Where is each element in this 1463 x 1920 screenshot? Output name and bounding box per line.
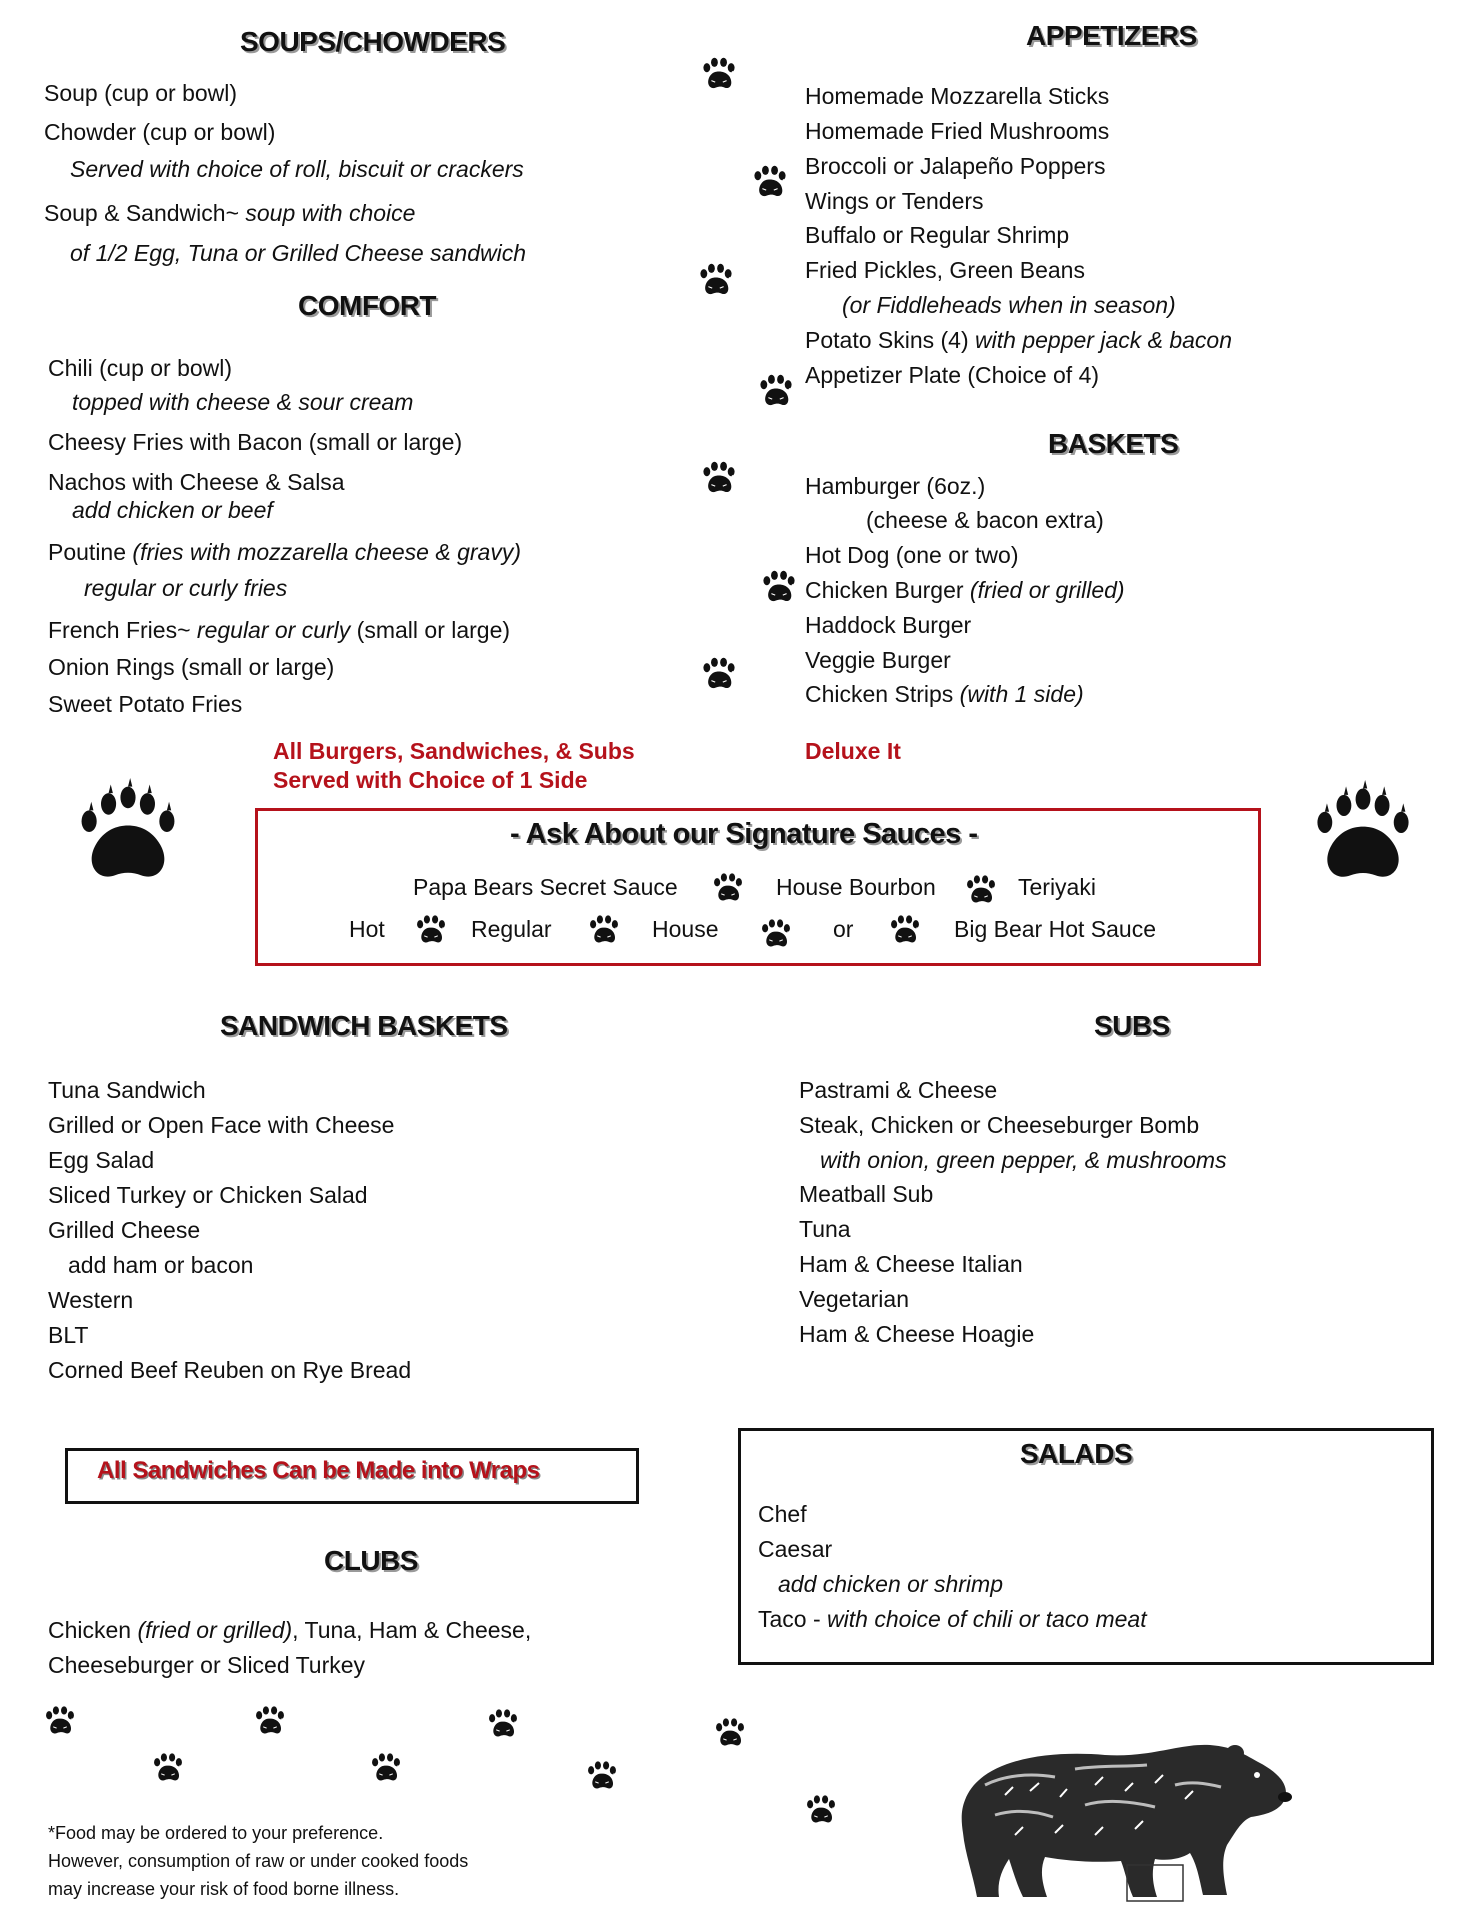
clubs-chicken-note: (fried or grilled) — [137, 1617, 293, 1643]
disclaimer-line2: However, consumption of raw or under cooked foods — [48, 1850, 469, 1871]
menu-item — [48, 617, 510, 645]
paw-print-icon — [697, 258, 735, 300]
disclaimer-line1: *Food may be ordered to your preference. — [48, 1823, 384, 1843]
menu-item: Hot Dog (one or two) — [805, 542, 1019, 568]
paw-print-icon — [1310, 774, 1416, 892]
menu-item: Tuna Sandwich — [48, 1077, 206, 1103]
menu-item — [805, 327, 1232, 355]
chicken-burger-label: Chicken Burger — [805, 577, 970, 603]
menu-item: Onion Rings (small or large) — [48, 654, 335, 680]
menu-item-note: add chicken or shrimp — [778, 1571, 1003, 1597]
menu-item-note: regular or curly fries — [84, 575, 288, 601]
menu-item: Cheesy Fries with Bacon (small or large) — [48, 429, 463, 455]
menu-item: Vegetarian — [799, 1286, 909, 1312]
menu-item: Meatball Sub — [799, 1181, 934, 1207]
menu-item: Grilled or Open Face with Cheese — [48, 1112, 395, 1138]
soup-sandwich-label: Soup & Sandwich~ — [44, 200, 246, 226]
sauce-item: House — [652, 916, 719, 942]
menu-item: Pastrami & Cheese — [799, 1077, 998, 1103]
menu-item: Tuna — [799, 1216, 851, 1242]
menu-item: Corned Beef Reuben on Rye Bread — [48, 1357, 412, 1383]
menu-item: Fried Pickles, Green Beans — [805, 257, 1085, 283]
paw-print-icon — [757, 369, 795, 411]
paw-print-icon — [586, 912, 622, 946]
menu-item: Buffalo or Regular Shrimp — [805, 222, 1070, 248]
soups-title: SOUPS/CHOWDERS — [240, 26, 506, 57]
sauce-item: Papa Bears Secret Sauce — [413, 874, 678, 900]
sandwich-baskets-title: SANDWICH BASKETS — [220, 1010, 508, 1041]
paw-print-icon — [963, 872, 999, 906]
menu-item: Appetizer Plate (Choice of 4) — [805, 362, 1100, 388]
burgers-note — [273, 737, 635, 795]
menu-item: Wings or Tenders — [805, 188, 984, 214]
paw-print-icon — [712, 1715, 748, 1749]
paw-print-icon — [751, 160, 789, 202]
menu-item: BLT — [48, 1322, 89, 1348]
taco-note: with choice of chili or taco meat — [827, 1606, 1147, 1632]
paw-print-icon — [700, 456, 738, 498]
chicken-burger-note: (fried or grilled) — [969, 577, 1125, 603]
baskets-title: BASKETS — [1048, 428, 1179, 459]
menu-item — [805, 681, 1084, 709]
burgers-note-line1: All Burgers, Sandwiches, & Subs — [273, 738, 635, 764]
paw-print-icon — [42, 1703, 78, 1737]
clubs-title: CLUBS — [324, 1545, 418, 1576]
menu-item: Haddock Burger — [805, 612, 972, 638]
menu-item: Hamburger (6oz.) — [805, 473, 986, 499]
menu-item: Ham & Cheese Hoagie — [799, 1321, 1035, 1347]
french-label: French Fries~ — [48, 617, 197, 643]
wraps-note: All Sandwiches Can be Made into Wraps — [97, 1457, 540, 1484]
paw-print-icon — [887, 912, 923, 946]
bear-illustration — [935, 1725, 1305, 1910]
paw-print-icon — [758, 916, 794, 950]
paw-print-icon — [74, 772, 182, 892]
paw-print-icon — [700, 52, 738, 94]
sauce-item: or — [833, 916, 854, 942]
menu-item: Chowder (cup or bowl) — [44, 119, 276, 145]
taco-label: Taco - — [758, 1606, 828, 1632]
subs-title: SUBS — [1094, 1010, 1170, 1041]
salads-title: SALADS — [1020, 1438, 1133, 1469]
menu-item: Homemade Fried Mushrooms — [805, 118, 1110, 144]
paw-print-icon — [413, 912, 449, 946]
menu-item-note: (cheese & bacon extra) — [866, 507, 1104, 533]
menu-item: Soup (cup or bowl) — [44, 80, 238, 106]
paw-print-icon — [252, 1703, 288, 1737]
paw-print-icon — [710, 870, 746, 904]
menu-item: Western — [48, 1287, 134, 1313]
poutine-note: (fries with mozzarella cheese & gravy) — [132, 539, 521, 565]
strips-note: (with 1 side) — [959, 681, 1084, 707]
paw-print-icon — [760, 565, 798, 607]
soup-sandwich-note: soup with choice — [245, 200, 416, 226]
menu-item — [805, 577, 1125, 605]
menu-item: Grilled Cheese — [48, 1217, 201, 1243]
poutine-label: Poutine — [48, 539, 133, 565]
menu-item: Steak, Chicken or Cheeseburger Bomb — [799, 1112, 1200, 1138]
paw-print-icon — [485, 1706, 521, 1740]
menu-item: Egg Salad — [48, 1147, 155, 1173]
sauce-item: Big Bear Hot Sauce — [954, 916, 1157, 942]
paw-print-icon — [368, 1750, 404, 1784]
menu-item: Sliced Turkey or Chicken Salad — [48, 1182, 368, 1208]
menu-item — [48, 1617, 531, 1645]
menu-item: Caesar — [758, 1536, 833, 1562]
sauce-item: Hot — [349, 916, 385, 942]
skins-label: Potato Skins (4) — [805, 327, 976, 353]
sauce-item: House Bourbon — [776, 874, 936, 900]
disclaimer-line3: may increase your risk of food borne illness. — [48, 1878, 400, 1899]
paw-print-icon — [803, 1792, 839, 1826]
menu-item-note: add ham or bacon — [68, 1252, 254, 1278]
disclaimer — [48, 1820, 468, 1904]
strips-label: Chicken Strips — [805, 681, 960, 707]
menu-item-note: (or Fiddleheads when in season) — [842, 292, 1176, 318]
paw-print-icon — [700, 652, 738, 694]
menu-item-note: add chicken or beef — [72, 497, 273, 523]
menu-item: Ham & Cheese Italian — [799, 1251, 1023, 1277]
clubs-chicken: Chicken — [48, 1617, 138, 1643]
menu-item — [758, 1606, 1147, 1634]
menu-item-note: with onion, green pepper, & mushrooms — [820, 1147, 1227, 1173]
menu-item-note: topped with cheese & sour cream — [72, 389, 414, 415]
french-note: regular or curly — [196, 617, 351, 643]
menu-item-note: of 1/2 Egg, Tuna or Grilled Cheese sandwich — [70, 240, 526, 266]
sauce-item: Regular — [471, 916, 552, 942]
menu-item — [48, 539, 521, 567]
clubs-rest: , Tuna, Ham & Cheese, — [292, 1617, 532, 1643]
deluxe-note: Deluxe It — [805, 738, 901, 764]
menu-item: Broccoli or Jalapeño Poppers — [805, 153, 1106, 179]
burgers-note-line2: Served with Choice of 1 Side — [273, 766, 588, 793]
menu-item — [44, 200, 415, 228]
menu-item: Chef — [758, 1501, 807, 1527]
sauce-item: Teriyaki — [1018, 874, 1096, 900]
menu-item: Nachos with Cheese & Salsa — [48, 469, 345, 495]
menu-item: Cheeseburger or Sliced Turkey — [48, 1652, 366, 1678]
menu-item: Homemade Mozzarella Sticks — [805, 83, 1110, 109]
menu-item: Chili (cup or bowl) — [48, 355, 233, 381]
menu-item: Veggie Burger — [805, 647, 951, 673]
sauces-title: - Ask About our Signature Sauces - — [510, 818, 978, 850]
paw-print-icon — [150, 1750, 186, 1784]
menu-item: Sweet Potato Fries — [48, 691, 243, 717]
appetizers-title: APPETIZERS — [1026, 20, 1197, 51]
paw-print-icon — [584, 1758, 620, 1792]
menu-item-note: Served with choice of roll, biscuit or crackers — [70, 156, 524, 182]
comfort-title: COMFORT — [298, 290, 437, 321]
skins-note: with pepper jack & bacon — [975, 327, 1233, 353]
french-size: (small or large) — [350, 617, 511, 643]
